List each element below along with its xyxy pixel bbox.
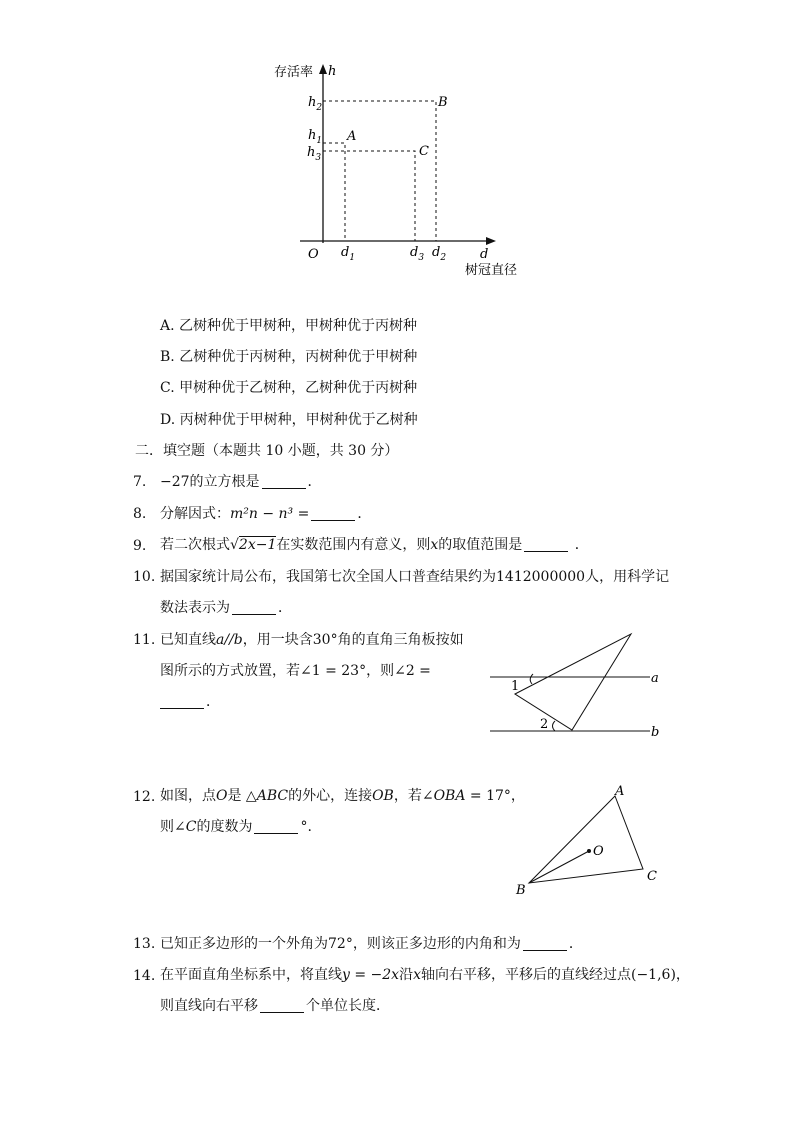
label-vertex-b: B (516, 883, 526, 898)
label-h3: $h_3$ (307, 145, 322, 163)
q7-number: 7. (133, 474, 147, 490)
parallel-lines-figure (485, 628, 665, 743)
label-vertex-a: A (615, 784, 625, 799)
label-h2: $h_2$ (308, 95, 323, 113)
origin-label: O (308, 247, 319, 262)
y-var: h (328, 64, 337, 79)
question-13: 已知正多边形的一个外角为72°，则该正多边形的内角和为 ． (160, 936, 583, 952)
question-11-line3: ． (160, 692, 220, 712)
x-axis-arrow (486, 237, 496, 245)
question-9: 若二次根式√2x−1在实数范围内有意义，则x的取值范围是 ． (160, 537, 589, 553)
q12-number: 12. (133, 789, 156, 805)
label-line-a: a (651, 671, 659, 686)
label-angle-2: 2 (540, 717, 549, 732)
answer-blank (232, 600, 276, 615)
label-angle-1: 1 (511, 679, 520, 694)
point-o (587, 849, 591, 853)
option-d: D. 丙树种优于甲树种，甲树种优于乙树种 (160, 412, 418, 428)
question-8: 分解因式：m²n − n³ = ． (160, 506, 372, 522)
option-a: A. 乙树种优于甲树种，甲树种优于丙树种 (160, 318, 418, 334)
sqrt-sign: √ (230, 537, 239, 553)
triangle-abc (529, 796, 643, 883)
y-label: 存活率 (274, 65, 314, 80)
question-14-line2: 则直线向右平移 个单位长度． (160, 998, 390, 1014)
label-point-c: C (419, 144, 429, 159)
answer-blank (254, 819, 298, 834)
answer-blank (311, 506, 355, 521)
guide-b (323, 101, 436, 241)
answer-blank (262, 474, 306, 489)
question-10-line2: 数法表示为 ． (160, 600, 292, 616)
question-11-line2: 图所示的方式放置，若∠1 = 23°，则∠2 = (160, 663, 431, 679)
q11-number: 11. (133, 632, 156, 648)
x-var: d (480, 247, 489, 262)
set-square-triangle (515, 634, 631, 730)
option-b: B. 乙树种优于丙树种，丙树种优于甲树种 (160, 349, 418, 365)
survival-rate-figure (260, 58, 540, 283)
q10-number: 10. (133, 569, 156, 585)
guide-a (323, 143, 345, 241)
label-point-a: A (347, 129, 357, 144)
answer-blank (523, 936, 567, 951)
angle-2-arc (553, 721, 556, 731)
question-7: −27的立方根是 ． (160, 474, 322, 490)
label-h1: $h_1$ (308, 128, 323, 146)
option-c: C. 甲树种优于乙树种，乙树种优于丙树种 (160, 380, 418, 396)
question-12-line2: 则∠C的度数为 °. (160, 819, 312, 835)
section-heading: 二．填空题（本题共 10 小题，共 30 分） (135, 443, 399, 459)
segment-ob (529, 851, 589, 883)
label-d1: $d_1$ (341, 245, 356, 263)
label-vertex-c: C (647, 869, 657, 884)
question-11-line1: 已知直线a//b，用一块含30°角的直角三角板按如 (160, 632, 464, 648)
triangle-figure (505, 780, 675, 900)
answer-blank (160, 694, 204, 709)
label-d3: $d_3$ (410, 245, 425, 263)
q9-number: 9. (133, 538, 147, 554)
question-14-line1: 在平面直角坐标系中，将直线y = −2x沿x轴向右平移，平移后的直线经过点(−1,6)， (160, 967, 690, 983)
q8-number: 8. (133, 506, 147, 522)
x-label: 树冠直径 (465, 263, 518, 278)
answer-blank (524, 537, 568, 552)
label-line-b: b (651, 725, 660, 740)
label-center-o: O (593, 844, 604, 859)
y-axis-arrow (319, 64, 327, 74)
guide-c (323, 151, 415, 241)
q14-number: 14. (133, 968, 156, 984)
angle-1-arc (530, 674, 533, 684)
question-10-line1: 据国家统计局公布，我国第七次全国人口普查结果约为1412000000人，用科学记 (160, 569, 670, 585)
label-point-b: B (438, 95, 448, 110)
answer-blank (260, 998, 304, 1013)
label-d2: $d_2$ (432, 245, 447, 263)
q13-number: 13. (133, 936, 156, 952)
question-12-line1: 如图，点O是 △ABC的外心，连接OB，若∠OBA = 17°， (160, 788, 525, 804)
